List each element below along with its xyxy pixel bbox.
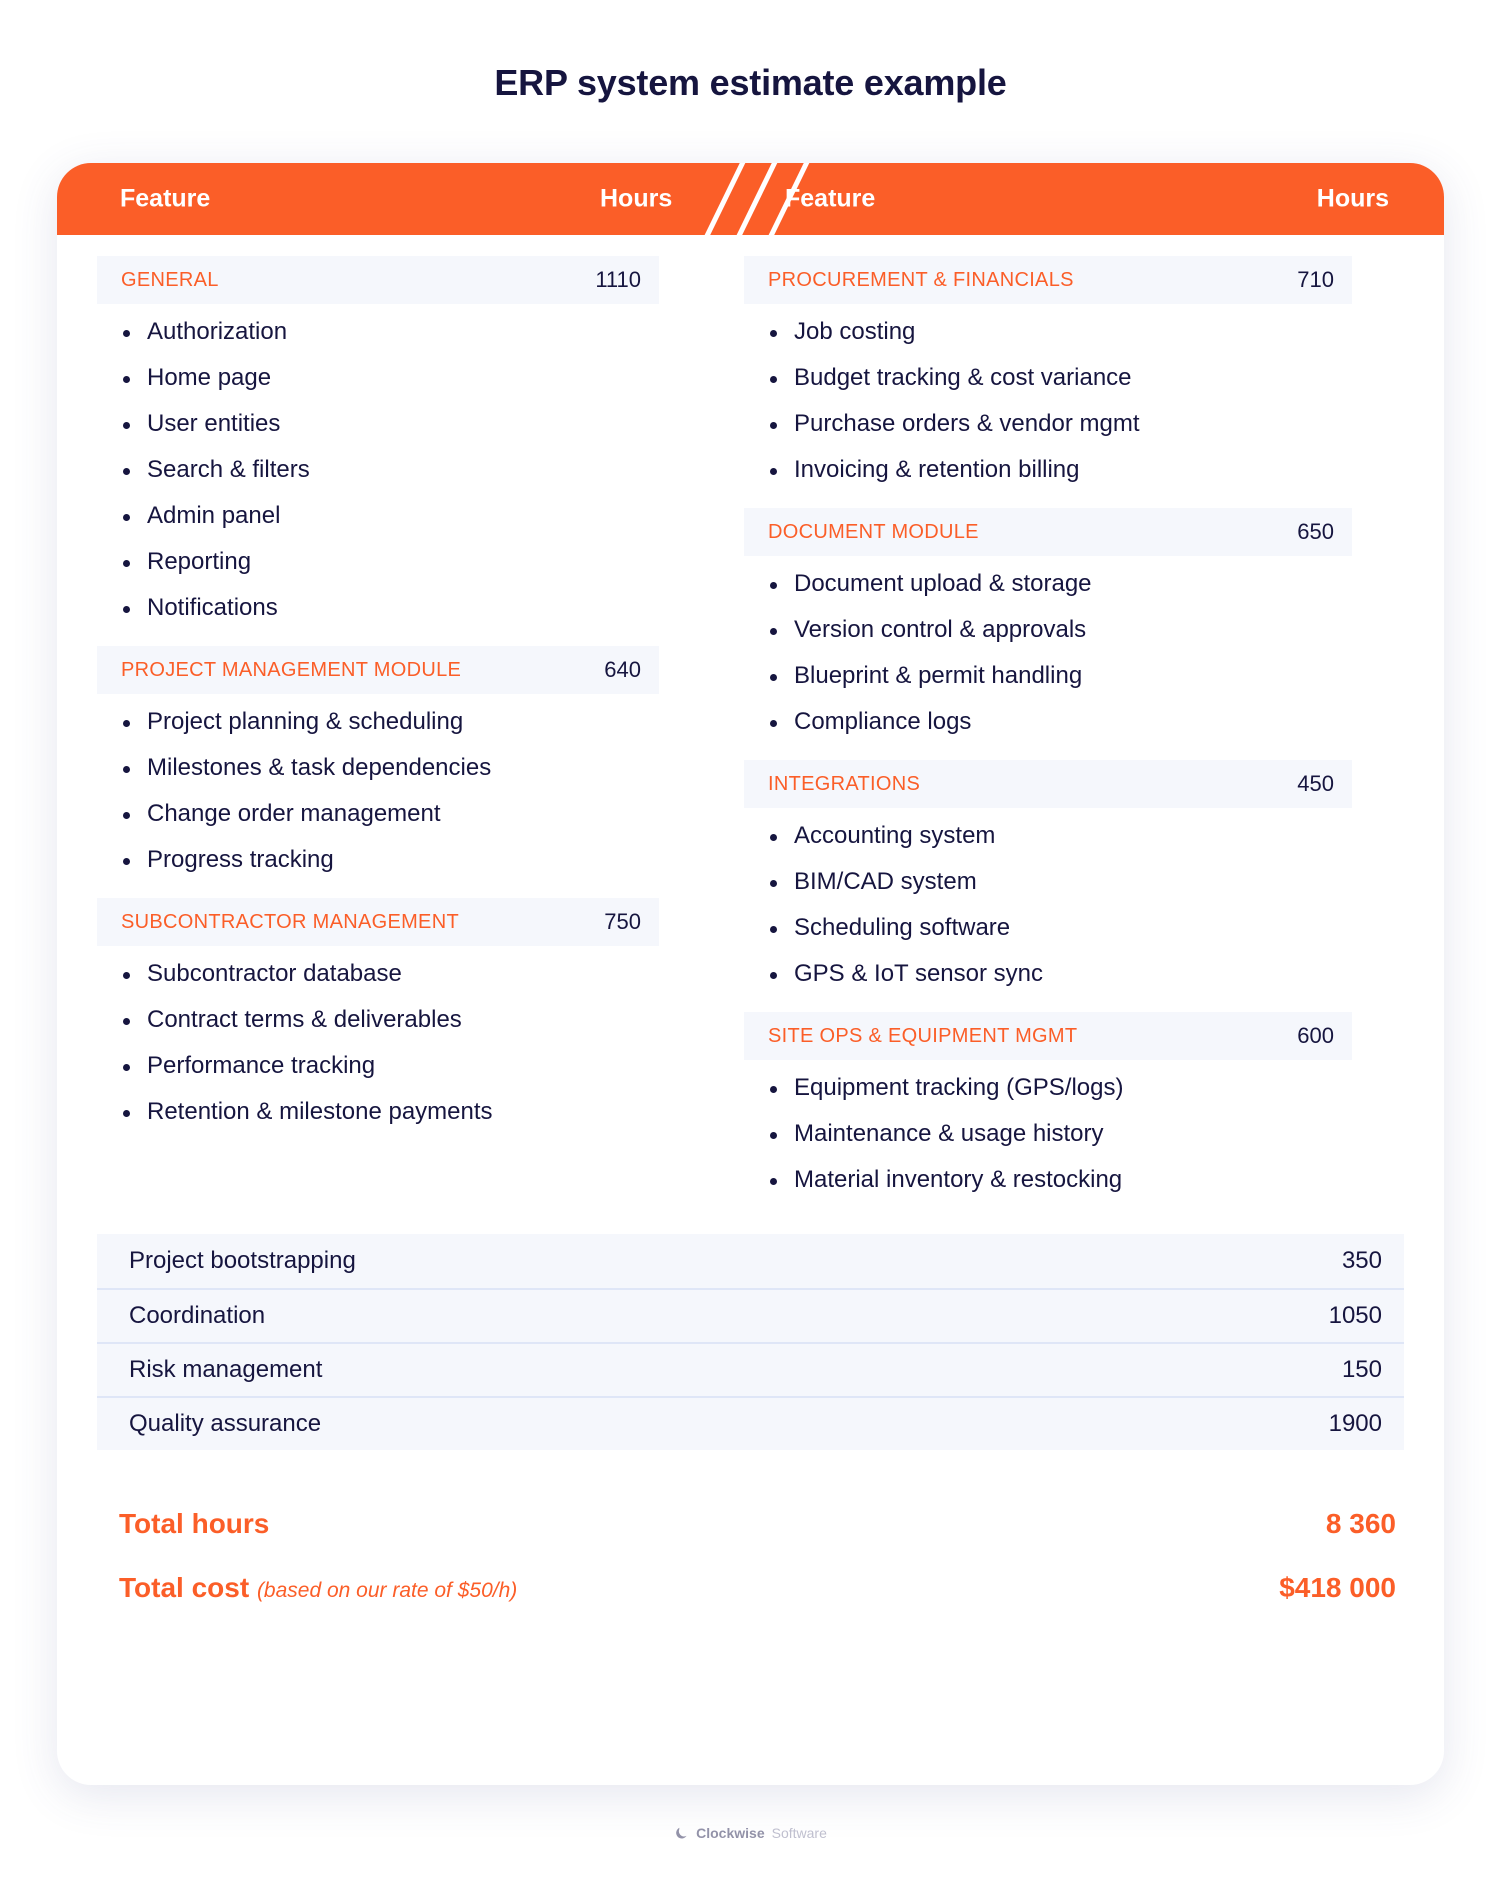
section-header-integrations [744,760,1352,808]
section-header-general [97,256,659,304]
feature-column-right [744,256,1404,1192]
summary-row-name: Quality assurance [129,1410,322,1437]
list-item: Document upload & storage [770,572,1404,596]
list-item: Progress tracking [123,848,717,872]
list-item: Equipment tracking (GPS/logs) [770,1076,1404,1100]
list-item: BIM/CAD system [770,870,1404,894]
summary-row-hours: 1900 [1328,1410,1382,1437]
table-row [97,1342,1404,1396]
header-feature-left: Feature [120,184,211,213]
summary-row-hours: 350 [1341,1247,1382,1274]
footer-brand [0,1825,1501,1841]
section-hours: 710 [1297,267,1334,292]
section-items-project-management-module [97,710,717,872]
feature-column-left [97,256,717,1192]
list-item: Reporting [123,550,717,574]
list-item: Subcontractor database [123,962,717,986]
list-item: GPS & IoT sensor sync [770,962,1404,986]
section-hours: 650 [1297,519,1334,544]
section-hours: 640 [604,657,641,682]
section-hours: 750 [604,909,641,934]
total-cost-label [119,1572,1279,1604]
list-item: Purchase orders & vendor mgmt [770,412,1404,436]
list-item: Material inventory & restocking [770,1168,1404,1192]
section-items-document-module [744,572,1404,734]
section-header-document-module [744,508,1352,556]
section-hours: 450 [1297,771,1334,796]
totals-section [97,1508,1404,1604]
list-item: Blueprint & permit handling [770,664,1404,688]
section-hours: 1110 [595,267,641,292]
section-header-subcontractor-management [97,898,659,946]
summary-table [97,1234,1404,1450]
list-item: Admin panel [123,504,717,528]
total-hours-value: 8 360 [1325,1508,1396,1539]
section-items-integrations [744,824,1404,986]
section-items-procurement-financials [744,320,1404,482]
summary-row-name: Coordination [129,1302,266,1329]
header-hours-left: Hours [600,184,673,213]
list-item: Performance tracking [123,1054,717,1078]
list-item: Compliance logs [770,710,1404,734]
header-hours-right: Hours [1316,184,1389,213]
total-hours-row [97,1508,1404,1540]
section-name: INTEGRATIONS [768,772,921,795]
list-item: Version control & approvals [770,618,1404,642]
summary-row-hours: 1050 [1328,1302,1382,1329]
section-items-site-ops-equipment-mgmt [744,1076,1404,1192]
section-name: SUBCONTRACTOR MANAGEMENT [121,910,459,933]
section-header-project-management-module [97,646,659,694]
section-hours: 600 [1297,1023,1334,1048]
list-item: Budget tracking & cost variance [770,366,1404,390]
list-item: Notifications [123,596,717,620]
total-cost-row [97,1572,1404,1604]
list-item: Authorization [123,320,717,344]
estimate-card [57,163,1444,1785]
list-item: Maintenance & usage history [770,1122,1404,1146]
list-item: Scheduling software [770,916,1404,940]
total-cost-label-text: Total cost [119,1572,250,1603]
list-item: Change order management [123,802,717,826]
section-header-site-ops-equipment-mgmt [744,1012,1352,1060]
feature-columns [57,235,1444,1192]
section-items-general [97,320,717,620]
section-name: DOCUMENT MODULE [768,520,979,543]
brand-name-light: Software [771,1825,827,1841]
summary-row-name: Risk management [129,1356,323,1383]
list-item: Contract terms & deliverables [123,1008,717,1032]
brand-name-strong: Clockwise [696,1825,765,1841]
table-body [57,235,1444,1604]
list-item: Retention & milestone payments [123,1100,717,1124]
list-item: User entities [123,412,717,436]
list-item: Home page [123,366,717,390]
list-item: Invoicing & retention billing [770,458,1404,482]
section-name: SITE OPS & EQUIPMENT MGMT [768,1024,1078,1047]
total-hours-label: Total hours [119,1508,270,1539]
total-cost-value: $418 000 [1279,1572,1396,1603]
list-item: Accounting system [770,824,1404,848]
table-row [97,1234,1404,1288]
list-item: Project planning & scheduling [123,710,717,734]
list-item: Milestones & task dependencies [123,756,717,780]
table-row [97,1288,1404,1342]
table-row [97,1396,1404,1450]
moon-icon [674,1826,689,1841]
list-item: Search & filters [123,458,717,482]
header-feature-right: Feature [785,184,876,213]
summary-row-hours: 150 [1341,1356,1382,1383]
section-items-subcontractor-management [97,962,717,1124]
section-name: GENERAL [121,268,219,291]
section-name: PROJECT MANAGEMENT MODULE [121,658,462,681]
summary-row-name: Project bootstrapping [129,1247,356,1274]
section-name: PROCUREMENT & FINANCIALS [768,268,1074,291]
total-cost-note: (based on our rate of $50/h) [256,1579,518,1602]
page-title: ERP system estimate example [494,62,1007,103]
section-header-procurement-financials [744,256,1352,304]
list-item: Job costing [770,320,1404,344]
table-header [57,163,1444,235]
